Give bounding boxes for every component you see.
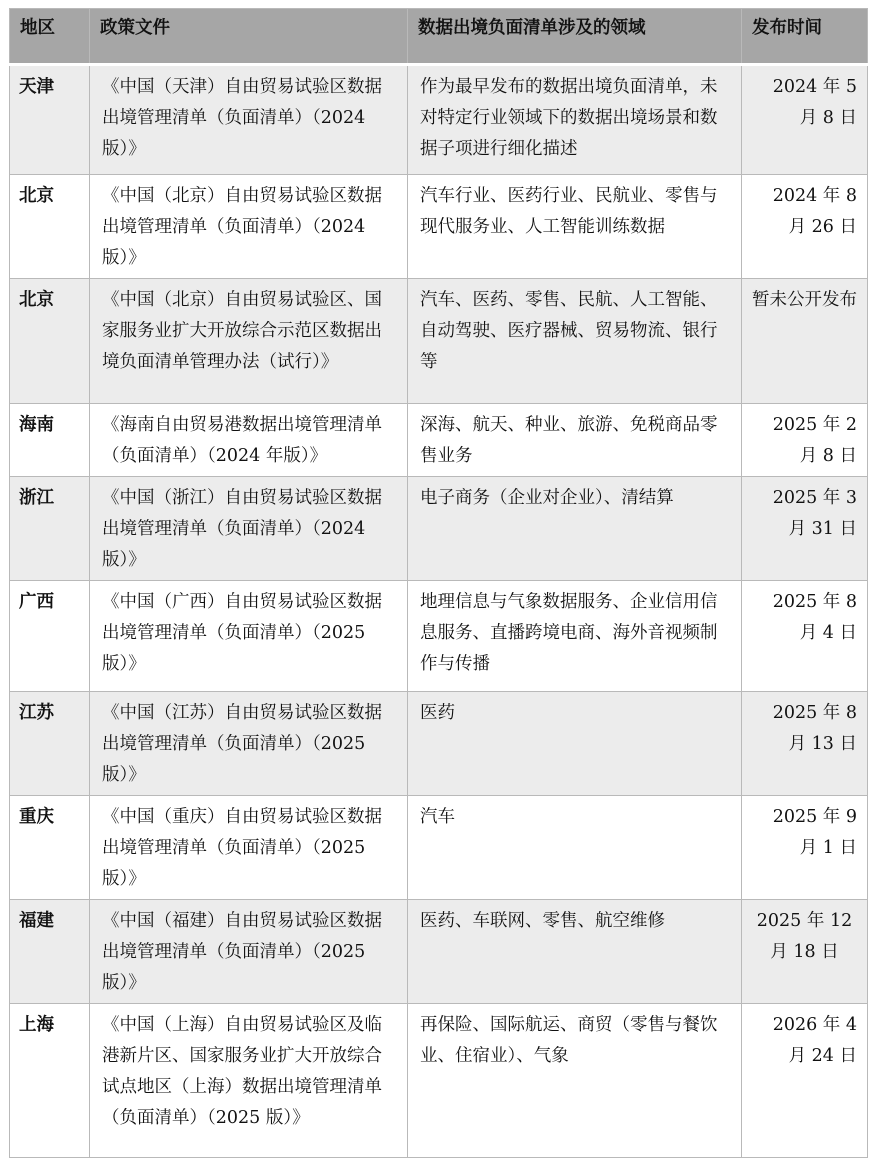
data-export-negative-list-table (9, 8, 868, 1158)
date-cell: 暂未公开发布 (742, 279, 868, 404)
policy-cell: 《中国（上海）自由贸易试验区及临港新片区、国家服务业扩大开放综合试点地区（上海）数据出境管理清单（负面清单）（2025 版）》 (90, 1004, 408, 1158)
header-date: 发布时间 (742, 9, 868, 65)
region-cell: 广西 (10, 581, 90, 692)
domain-cell: 再保险、国际航运、商贸（零售与餐饮业、住宿业）、气象 (408, 1004, 742, 1158)
domain-cell: 深海、航天、种业、旅游、免税商品零售业务 (408, 404, 742, 477)
policy-cell: 《中国（重庆）自由贸易试验区数据出境管理清单（负面清单）（2025 版）》 (90, 796, 408, 900)
date-cell: 2025 年 2 月 8 日 (742, 404, 868, 477)
date-cell: 2025 年 9 月 1 日 (742, 796, 868, 900)
policy-cell: 《中国（广西）自由贸易试验区数据出境管理清单（负面清单）（2025 版）》 (90, 581, 408, 692)
region-cell: 天津 (10, 65, 90, 175)
header-policy: 政策文件 (90, 9, 408, 65)
date-cell: 2025 年 8 月 13 日 (742, 692, 868, 796)
table-row (10, 1004, 868, 1158)
region-cell: 江苏 (10, 692, 90, 796)
policy-cell: 《中国（北京）自由贸易试验区数据出境管理清单（负面清单）（2024 版）》 (90, 175, 408, 279)
domain-cell: 汽车、医药、零售、民航、人工智能、自动驾驶、医疗器械、贸易物流、银行等 (408, 279, 742, 404)
domain-cell: 汽车行业、医药行业、民航业、零售与现代服务业、人工智能训练数据 (408, 175, 742, 279)
policy-cell: 《中国（江苏）自由贸易试验区数据出境管理清单（负面清单）（2025 版）》 (90, 692, 408, 796)
table-row (10, 404, 868, 477)
date-cell: 2026 年 4 月 24 日 (742, 1004, 868, 1158)
table-row (10, 581, 868, 692)
table-row (10, 900, 868, 1004)
table-row (10, 279, 868, 404)
domain-cell: 地理信息与气象数据服务、企业信用信息服务、直播跨境电商、海外音视频制作与传播 (408, 581, 742, 692)
domain-cell: 医药、车联网、零售、航空维修 (408, 900, 742, 1004)
date-cell: 2024 年 8 月 26 日 (742, 175, 868, 279)
table-row (10, 65, 868, 175)
region-cell: 北京 (10, 175, 90, 279)
table-row (10, 796, 868, 900)
table-header-row (10, 9, 868, 65)
region-cell: 北京 (10, 279, 90, 404)
date-cell: 2025 年 3 月 31 日 (742, 477, 868, 581)
domain-cell: 汽车 (408, 796, 742, 900)
policy-cell: 《中国（福建）自由贸易试验区数据出境管理清单（负面清单）（2025 版）》 (90, 900, 408, 1004)
table-row (10, 175, 868, 279)
date-cell: 2025 年 12 月 18 日 (742, 900, 868, 1004)
table-row (10, 692, 868, 796)
table-row (10, 477, 868, 581)
date-cell: 2025 年 8 月 4 日 (742, 581, 868, 692)
region-cell: 福建 (10, 900, 90, 1004)
region-cell: 海南 (10, 404, 90, 477)
domain-cell: 医药 (408, 692, 742, 796)
policy-cell: 《中国（天津）自由贸易试验区数据出境管理清单（负面清单）（2024 版）》 (90, 65, 408, 175)
date-cell: 2024 年 5 月 8 日 (742, 65, 868, 175)
region-cell: 浙江 (10, 477, 90, 581)
header-region: 地区 (10, 9, 90, 65)
header-domain: 数据出境负面清单涉及的领域 (408, 9, 742, 65)
policy-cell: 《海南自由贸易港数据出境管理清单（负面清单）（2024 年版）》 (90, 404, 408, 477)
domain-cell: 电子商务（企业对企业）、清结算 (408, 477, 742, 581)
region-cell: 重庆 (10, 796, 90, 900)
domain-cell: 作为最早发布的数据出境负面清单，未对特定行业领域下的数据出境场景和数据子项进行细化描述 (408, 65, 742, 175)
region-cell: 上海 (10, 1004, 90, 1158)
policy-cell: 《中国（浙江）自由贸易试验区数据出境管理清单（负面清单）（2024 版）》 (90, 477, 408, 581)
policy-cell: 《中国（北京）自由贸易试验区、国家服务业扩大开放综合示范区数据出境负面清单管理办法（试行）》 (90, 279, 408, 404)
